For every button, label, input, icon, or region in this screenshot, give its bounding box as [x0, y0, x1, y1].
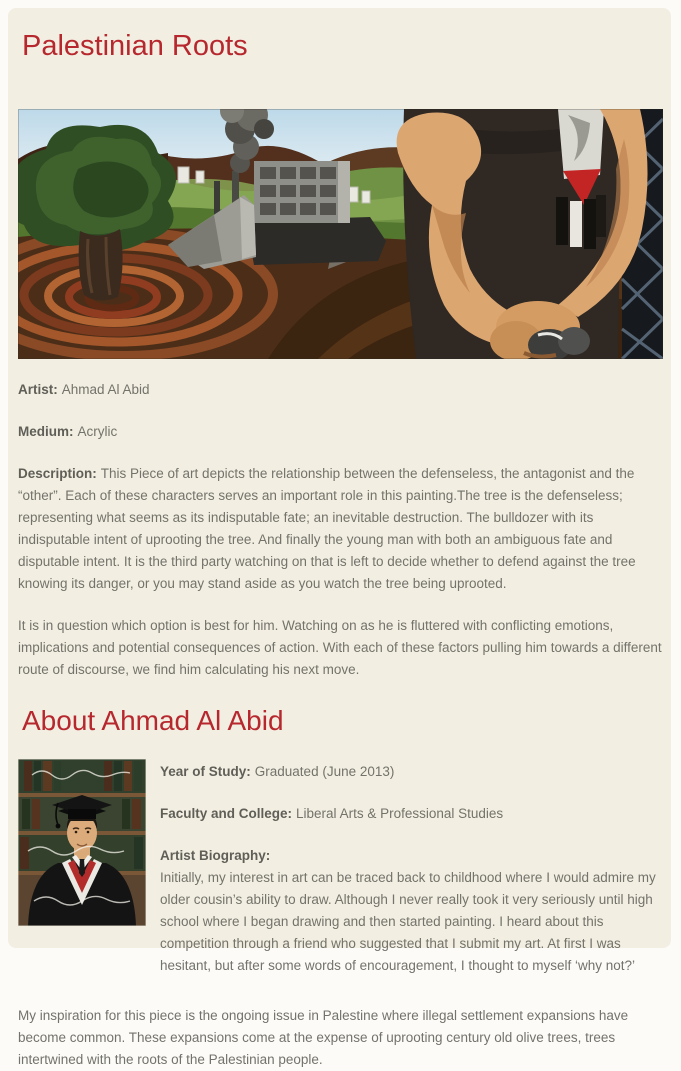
description-label: Description: — [18, 466, 97, 481]
about-details — [160, 759, 663, 977]
medium-label: Medium: — [18, 424, 74, 439]
faculty-value: Liberal Arts & Professional Studies — [296, 806, 504, 821]
biography-label: Artist Biography: — [160, 848, 271, 863]
painting-tree-trunk — [79, 229, 123, 301]
year-of-study-label: Year of Study: — [160, 764, 251, 779]
page-title: Palestinian Roots — [22, 30, 248, 62]
artist-label: Artist: — [18, 382, 58, 397]
artist-portrait-photo — [18, 759, 146, 926]
biography-text: Initially, my interest in art can be traced back to childhood where I would admire my older cousin’s ability to draw. Although I never really took it very seriously until high school where I began drawing and then started painting. I heard about this competition through a friend who suggested that I submit my art. At first I was hesitant, but after some words of encouragement, I thought to myself ‘why not?’ — [160, 870, 656, 973]
medium-value: Acrylic — [77, 424, 118, 439]
artist-value: Ahmad Al Abid — [61, 382, 150, 397]
year-of-study-value: Graduated (June 2013) — [254, 764, 395, 779]
about-section-title: About Ahmad Al Abid — [22, 705, 284, 736]
biography-label-line — [160, 845, 663, 867]
about-row — [18, 759, 663, 977]
description-paragraph-1 — [18, 463, 663, 595]
faculty-line — [160, 803, 663, 825]
article-content — [8, 8, 671, 1067]
artist-line — [18, 379, 663, 401]
description-paragraph-2: It is in question which option is best for him. Watching on as he is fluttered with conflicting emotions, implications and potential consequences of action. With each of these factors pulling him towards a different route of discourse, we find him calculating his next move. — [18, 618, 662, 677]
painting-man — [397, 109, 663, 359]
faculty-label: Faculty and College: — [160, 806, 293, 821]
artwork-image — [18, 109, 663, 359]
medium-line — [18, 421, 663, 443]
description-text-1: This Piece of art depicts the relationship between the defenseless, the antagonist and the “other”. Each of these characters serves an important role in this painting.The tree is the defenseless; representing what seems as its indisputable fate; an inevitable destruction. The bulldozer with its indisputable intent of uprooting the tree. And finally the young man with both an ambiguous fate and disputable intent. It is the third party watching on that is left to decide whether to defend against the tree knowing its danger, or you may stand aside as you watch the tree being uprooted. — [18, 466, 636, 591]
inspiration-paragraph: My inspiration for this piece is the ongoing issue in Palestine where illegal settlement expansions have become common. These expansions come at the expense of uprooting century old olive trees, trees intertwined with the roots of the Palestinian people. — [18, 1008, 629, 1067]
year-of-study-line — [160, 761, 663, 783]
